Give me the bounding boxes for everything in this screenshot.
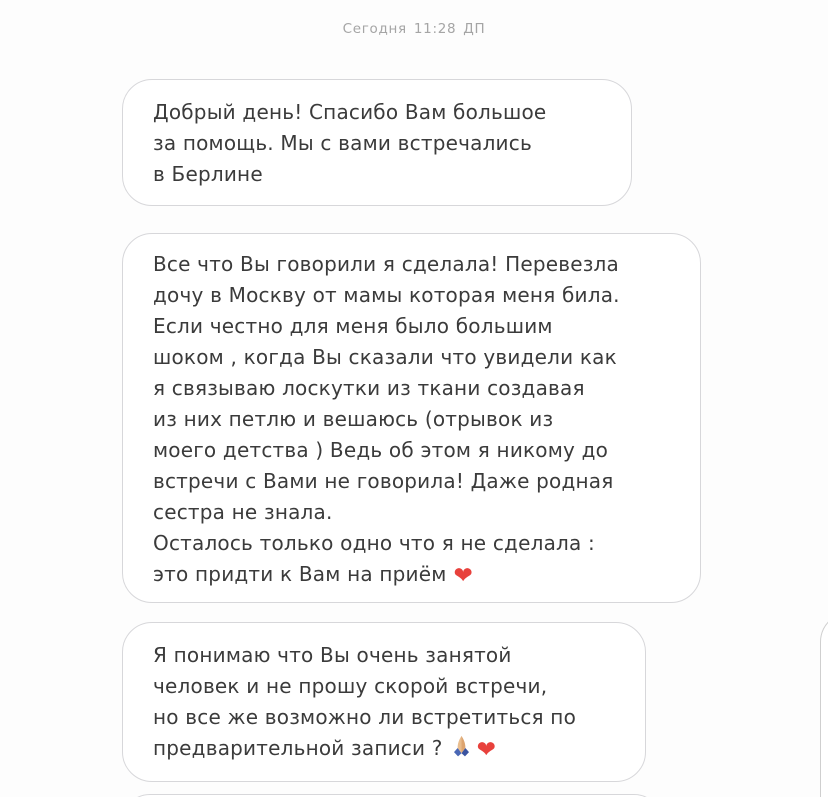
message-line	[153, 311, 676, 342]
message-line	[153, 280, 676, 311]
message-text: моего детства ) Ведь об этом я никому до	[153, 438, 609, 462]
message-bubble-incoming-3[interactable]	[122, 622, 646, 782]
message-text: из них петлю и вешаюсь (отрывок из	[153, 407, 554, 431]
message-line	[153, 249, 676, 280]
folded-hands-emoji	[449, 734, 474, 768]
message-text: сестра не знала.	[153, 500, 333, 524]
message-text: шоком , когда Вы сказали что увидели как	[153, 345, 617, 369]
message-text: Все что Вы говорили я сделала! Перевезла	[153, 252, 619, 276]
message-text: в Берлине	[153, 162, 263, 186]
message-line	[153, 497, 676, 528]
message-line	[153, 373, 676, 404]
message-line	[153, 435, 676, 466]
message-line	[153, 528, 676, 559]
message-text: за помощь. Мы с вами встречались	[153, 131, 532, 155]
message-line	[153, 559, 676, 592]
message-text: Я понимаю что Вы очень занятой	[153, 643, 512, 667]
message-text: но все же возможно ли встретиться по	[153, 705, 577, 729]
message-line	[153, 159, 605, 190]
message-line	[153, 671, 621, 702]
message-text: я связываю лоскутки из ткани создавая	[153, 376, 585, 400]
message-line	[153, 466, 676, 497]
message-text: Осталось только одно что я не сделала :	[153, 531, 595, 555]
partial-outgoing-bubble[interactable]	[820, 612, 828, 797]
message-text: человек и не прошу скорой встречи,	[153, 674, 548, 698]
message-bubble-incoming-2[interactable]	[122, 233, 701, 603]
message-line	[153, 128, 605, 159]
message-text: дочу в Москву от мамы которая меня била.	[153, 283, 620, 307]
message-text: предварительной записи ?	[153, 736, 443, 760]
message-text: Добрый день! Спасибо Вам большое	[153, 100, 547, 124]
message-text: Если честно для меня было большим	[153, 314, 553, 338]
message-bubble-incoming-1[interactable]	[122, 79, 632, 206]
message-line	[153, 342, 676, 373]
red-heart-emoji: ❤	[453, 563, 473, 589]
message-line	[153, 733, 621, 768]
message-line	[153, 404, 676, 435]
message-line	[153, 640, 621, 671]
message-text: это придти к Вам на приём	[153, 562, 447, 586]
chat-timestamp: Сегодня 11:28 ДП	[342, 21, 486, 37]
message-text: встречи с Вами не говорила! Даже родная	[153, 469, 614, 493]
red-heart-emoji: ❤	[476, 737, 496, 763]
message-line	[153, 97, 605, 128]
message-line	[153, 702, 621, 733]
